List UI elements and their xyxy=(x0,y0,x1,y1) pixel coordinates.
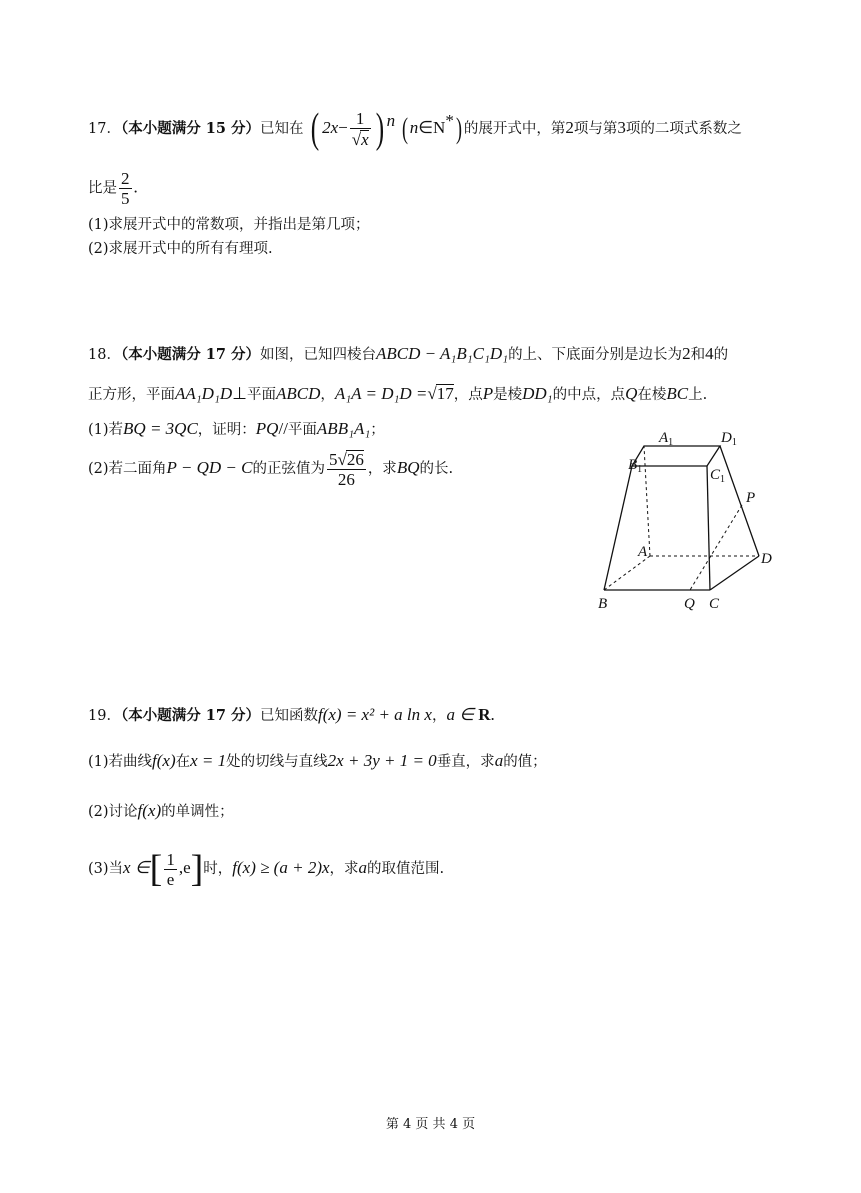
label-Q: Q xyxy=(684,596,695,612)
ratio-fraction: $\frac{2}{5}$ xyxy=(121,169,130,208)
label-A: A xyxy=(638,544,648,560)
label-C: C xyxy=(709,596,720,612)
problem-18-q2: (2)若二面角P − QD − C的正弦值为 $\frac{5√26}{26}$ ，求BQ的长. xyxy=(88,450,454,489)
points-label: （本小题满分 17 分） xyxy=(120,707,260,724)
problem-19-q2: (2)讨论f(x)的单调性； xyxy=(88,801,234,820)
problem-number: 19． xyxy=(88,708,121,724)
label-C1: $C_1$ xyxy=(710,467,726,485)
problem-17-q1: (1)求展开式中的常数项，并指出是第几项； xyxy=(88,217,370,233)
hidden-edge-a-a1 xyxy=(644,446,650,556)
problem-19-q3: (3)当x ∈[ $\frac{1}{e}$ ,e]时，f(x) ≥ (a + 2)x，求a的取值范围. xyxy=(88,848,445,890)
points-label: （本小题满分 15 分） xyxy=(120,120,260,137)
points-label: （本小题满分 17 分） xyxy=(120,346,260,363)
frustum-figure xyxy=(592,428,782,618)
label-P: P xyxy=(746,490,756,506)
problem-19-q1: (1)若曲线f(x)在x = 1处的切线与直线2x + 3y + 1 = 0垂直，求a的值； xyxy=(88,751,547,770)
fraction: $\frac{1}{√x}$ xyxy=(351,109,369,149)
label-D1: $D_1$ xyxy=(721,430,737,448)
label-A1: $A_1$ xyxy=(659,430,674,448)
problem-18-line-2: 正方形，平面AA₁D₁D⊥平面ABCD，A₁A = D₁D =√17，点P是棱DD₁的中点，点Q在棱BC上. xyxy=(88,384,708,403)
label-B: B xyxy=(598,596,608,612)
problem-17-line-2: 比是 $\frac{2}{5}$ . xyxy=(88,169,138,208)
problem-19-line-1: 19．（本小题满分 17 分）已知函数f(x) = x² + a ln x，a ∈ R. xyxy=(88,705,495,724)
top-face xyxy=(632,446,720,466)
label-D: D xyxy=(761,551,772,567)
problem-number: 17． xyxy=(88,121,121,137)
interval-fraction: $\frac{1}{e}$ xyxy=(166,849,175,889)
page-footer: 第 4 页 共 4 页 xyxy=(385,1117,476,1132)
problem-17-line-1: 17．（本小题满分 15 分）已知在 ( 2x− $\frac{1}{√x}$ ) $^n$ ( n∈N*) 的展开式中，第2项与第3项的二项式系数之 xyxy=(88,106,742,152)
label-B1: $B_1$ xyxy=(628,457,643,475)
problem-number: 18． xyxy=(88,347,121,363)
problem-17-q2: (2)求展开式中的所有有理项. xyxy=(88,241,273,257)
sine-fraction: $\frac{5√26}{26}$ xyxy=(328,450,364,489)
segment-pq xyxy=(690,505,742,590)
problem-18-q1: (1)若BQ = 3QC，证明：PQ//平面ABB₁A₁； xyxy=(88,419,385,438)
problem-18-line-1: 18．（本小题满分 17 分）如图，已知四棱台ABCD − A₁B₁C₁D₁的上、下底面分别是边长为2和4的 xyxy=(88,344,729,363)
